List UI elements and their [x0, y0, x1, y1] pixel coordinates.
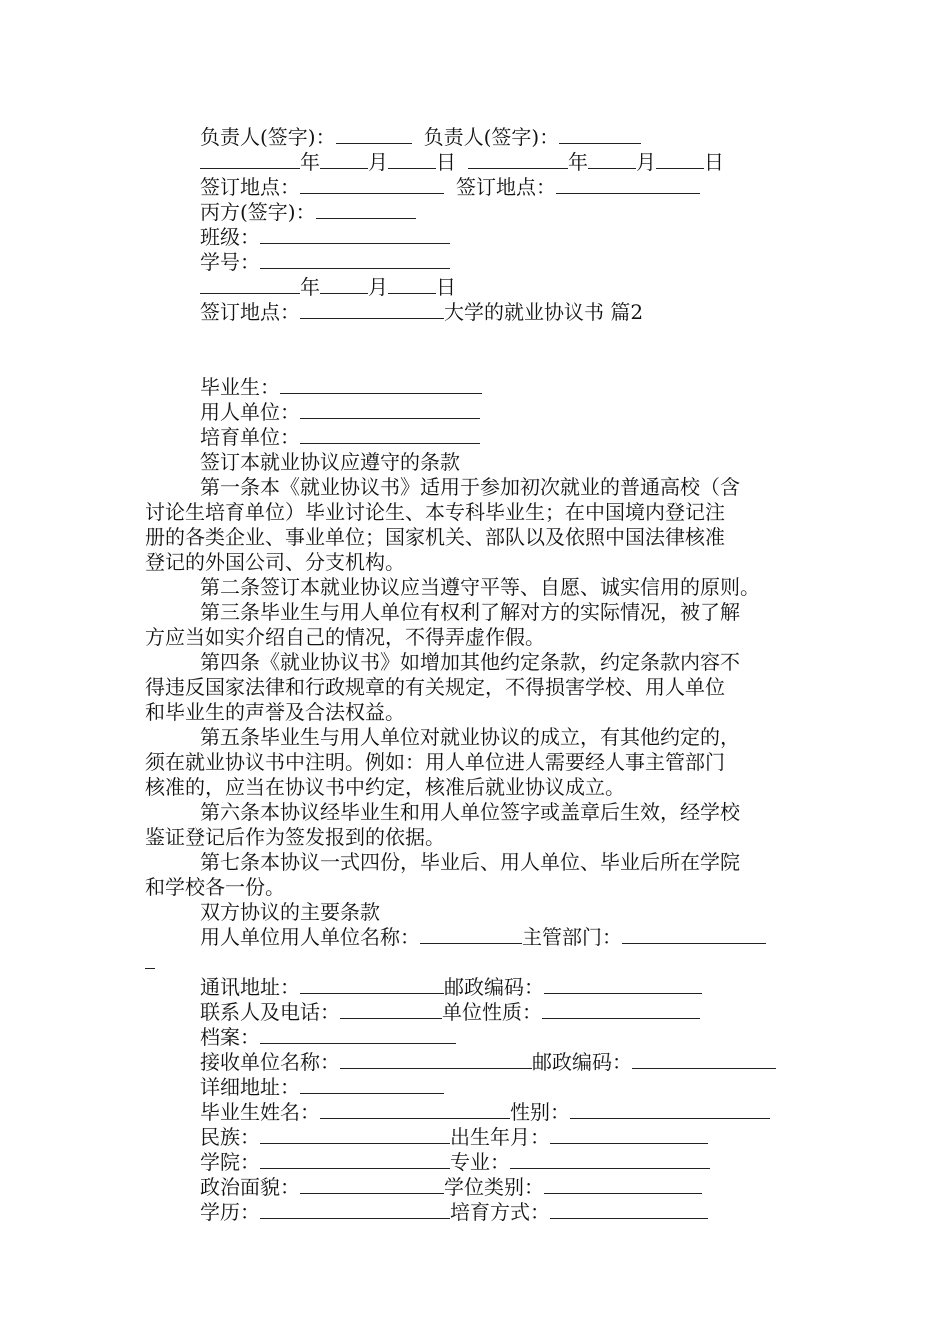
- blank[interactable]: [320, 150, 368, 169]
- article-6-line-2: 鉴证登记后作为签发报到的依据。: [145, 825, 445, 849]
- blank[interactable]: [200, 150, 300, 169]
- year-label: 年: [300, 150, 320, 174]
- blank[interactable]: [550, 1200, 708, 1219]
- contact-label: 联系人及电话：: [200, 1000, 340, 1024]
- unit-nature-label: 单位性质：: [442, 1000, 542, 1024]
- month-label: 月: [368, 275, 388, 299]
- article-4-line-1: 第四条《就业协议书》如增加其他约定条款，约定条款内容不: [200, 650, 740, 674]
- blank[interactable]: [260, 1150, 450, 1169]
- blank[interactable]: [260, 1025, 456, 1044]
- postcode-label: 邮政编码：: [532, 1050, 632, 1074]
- day-label: 日: [704, 150, 724, 174]
- blank[interactable]: [300, 400, 480, 419]
- class-label: 班级：: [200, 225, 260, 249]
- blank[interactable]: [388, 275, 436, 294]
- blank[interactable]: [300, 1075, 444, 1094]
- employer-label: 用人单位：: [200, 400, 300, 424]
- responsible-label-b: 负责人(签字)：: [423, 125, 560, 149]
- education-label: 学历：: [200, 1200, 260, 1224]
- gender-label: 性别：: [510, 1100, 570, 1124]
- sign-place-label: 签订地点：: [200, 300, 300, 324]
- student-no-label: 学号：: [200, 250, 260, 274]
- blank[interactable]: [559, 125, 641, 144]
- blank[interactable]: [544, 1175, 702, 1194]
- blank[interactable]: [260, 1125, 450, 1144]
- day-label: 日: [436, 150, 456, 174]
- employer-line: [200, 400, 480, 424]
- blank[interactable]: [320, 275, 368, 294]
- blank[interactable]: [550, 1125, 708, 1144]
- training-mode-label: 培育方式：: [450, 1200, 550, 1224]
- address-line: [200, 975, 702, 999]
- article-5-line-1: 第五条毕业生与用人单位对就业协议的成立，有其他约定的，: [200, 725, 740, 749]
- article-7-line-2: 和学校各一份。: [145, 875, 285, 899]
- graduate-name-label: 毕业生姓名：: [200, 1100, 320, 1124]
- blank[interactable]: [200, 275, 300, 294]
- graduate-name-line: [200, 1100, 770, 1124]
- college-label: 学院：: [200, 1150, 260, 1174]
- education-line: [200, 1200, 708, 1224]
- graduate-label: 毕业生：: [200, 375, 280, 399]
- graduate-line: [200, 375, 482, 399]
- document-2-title: 大学的就业协议书 篇2: [444, 300, 644, 324]
- blank[interactable]: [336, 125, 412, 144]
- training-unit-line: [200, 425, 480, 449]
- article-7-line-1: 第七条本协议一式四份，毕业后、用人单位、毕业后所在学院: [200, 850, 740, 874]
- receiver-line: [200, 1050, 776, 1074]
- blank[interactable]: [340, 1050, 532, 1069]
- terms-title: 签订本就业协议应遵守的条款: [200, 450, 460, 474]
- party-c-line: [200, 200, 416, 224]
- year-label: 年: [568, 150, 588, 174]
- employer-name-label: 用人单位用人单位名称：: [200, 925, 420, 949]
- birth-label: 出生年月：: [450, 1125, 550, 1149]
- postcode-label: 邮政编码：: [444, 975, 544, 999]
- blank[interactable]: [570, 1100, 770, 1119]
- class-line: [200, 225, 450, 249]
- year-label: 年: [300, 275, 320, 299]
- blank[interactable]: [300, 1175, 444, 1194]
- blank[interactable]: [556, 175, 700, 194]
- date-line-c: [200, 275, 456, 299]
- sign-place-line-c: [200, 300, 643, 324]
- sign-place-label: 签订地点：: [200, 175, 300, 199]
- ethnicity-label: 民族：: [200, 1125, 260, 1149]
- blank[interactable]: [300, 425, 480, 444]
- blank[interactable]: [542, 1000, 700, 1019]
- article-4-line-3: 和毕业生的声誉及合法权益。: [145, 700, 405, 724]
- contact-line: [200, 1000, 700, 1024]
- dept-label: 主管部门：: [522, 925, 622, 949]
- blank[interactable]: [300, 975, 444, 994]
- article-1-line-3: 册的各类企业、事业单位；国家机关、部队以及依照中国法律核准: [145, 525, 725, 549]
- sign-place-line-ab: [200, 175, 700, 199]
- archive-label: 档案：: [200, 1025, 260, 1049]
- sign-place-label: 签订地点：: [456, 175, 556, 199]
- main-terms-title: 双方协议的主要条款: [200, 900, 380, 924]
- article-3-line-1: 第三条毕业生与用人单位有权利了解对方的实际情况，被了解: [200, 600, 740, 624]
- article-5-line-2: 须在就业协议书中注明。例如：用人单位进人需要经人事主管部门: [145, 750, 725, 774]
- archive-line: [200, 1025, 456, 1049]
- detail-address-line: [200, 1075, 444, 1099]
- blank[interactable]: [468, 150, 568, 169]
- article-1-line-1: 第一条本《就业协议书》适用于参加初次就业的普通高校（含: [200, 475, 740, 499]
- blank[interactable]: [300, 175, 444, 194]
- month-label: 月: [636, 150, 656, 174]
- politics-line: [200, 1175, 702, 1199]
- receiver-label: 接收单位名称：: [200, 1050, 340, 1074]
- blank[interactable]: [588, 150, 636, 169]
- blank[interactable]: [622, 925, 766, 944]
- signature-line-responsible: [200, 125, 641, 149]
- detail-address-label: 详细地址：: [200, 1075, 300, 1099]
- blank[interactable]: [656, 150, 704, 169]
- blank[interactable]: [300, 300, 444, 319]
- day-label: 日: [436, 275, 456, 299]
- article-5-line-3: 核准的，应当在协议书中约定，核准后就业协议成立。: [145, 775, 625, 799]
- blank[interactable]: [260, 1200, 450, 1219]
- employer-name-line: [200, 925, 766, 949]
- blank[interactable]: [260, 225, 450, 244]
- blank[interactable]: [320, 1100, 510, 1119]
- month-label: 月: [368, 150, 388, 174]
- blank[interactable]: [420, 925, 522, 944]
- article-6-line-1: 第六条本协议经毕业生和用人单位签字或盖章后生效，经学校: [200, 800, 740, 824]
- blank[interactable]: [510, 1150, 710, 1169]
- blank[interactable]: [544, 975, 702, 994]
- blank[interactable]: [340, 1000, 442, 1019]
- party-c-label: 丙方(签字)：: [200, 200, 316, 224]
- address-label: 通讯地址：: [200, 975, 300, 999]
- blank[interactable]: [388, 150, 436, 169]
- article-1-line-4: 登记的外国公司、分支机构。: [145, 550, 405, 574]
- training-unit-label: 培育单位：: [200, 425, 300, 449]
- politics-label: 政治面貌：: [200, 1175, 300, 1199]
- ethnicity-line: [200, 1125, 708, 1149]
- blank[interactable]: [316, 200, 416, 219]
- responsible-label-a: 负责人(签字)：: [200, 125, 336, 149]
- major-label: 专业：: [450, 1150, 510, 1174]
- date-line-ab: [200, 150, 724, 174]
- student-no-line: [200, 250, 450, 274]
- blank[interactable]: [145, 950, 155, 969]
- degree-type-label: 学位类别：: [444, 1175, 544, 1199]
- article-2-line-1: 第二条签订本就业协议应当遵守平等、自愿、诚实信用的原则。: [200, 575, 760, 599]
- blank[interactable]: [260, 250, 450, 269]
- wrapped-blank-line: [145, 950, 155, 974]
- article-3-line-2: 方应当如实介绍自己的情况，不得弄虚作假。: [145, 625, 545, 649]
- article-1-line-2: 讨论生培育单位）毕业讨论生、本专科毕业生；在中国境内登记注: [145, 500, 725, 524]
- college-line: [200, 1150, 710, 1174]
- blank[interactable]: [632, 1050, 776, 1069]
- blank[interactable]: [280, 375, 482, 394]
- article-4-line-2: 得违反国家法律和行政规章的有关规定，不得损害学校、用人单位: [145, 675, 725, 699]
